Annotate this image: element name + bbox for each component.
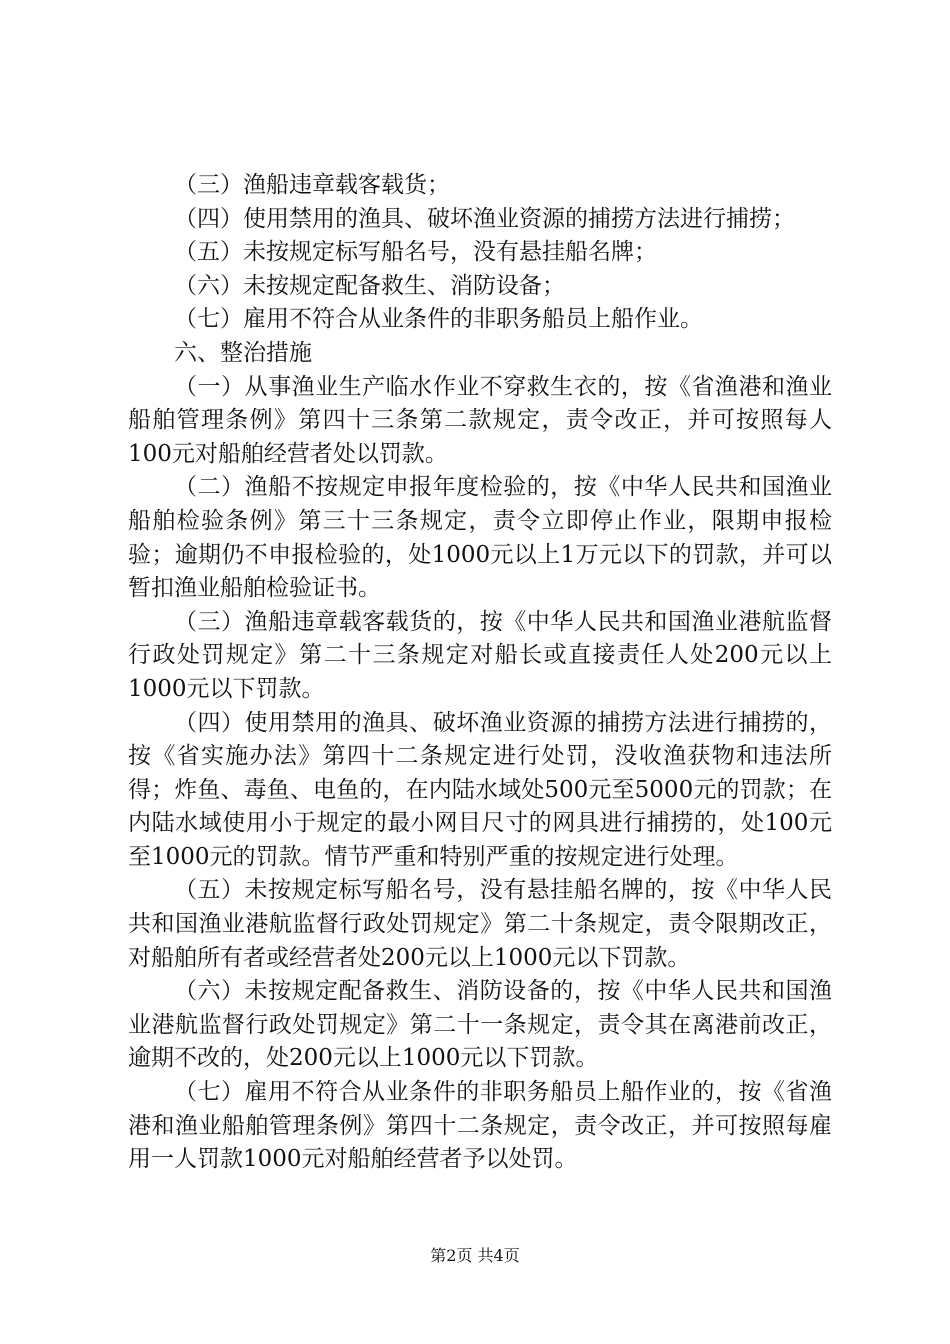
- paragraph: （五）未按规定标写船名号，没有悬挂船名牌；: [174, 239, 657, 266]
- paragraph: （二）渔船不按规定申报年度检验的，按《中华人民共和国渔业船舶检验条例》第三十三条规定，责令立即停止作业，限期申报检验；逾期仍不申报检验的，处1000元以上1万元以下的罚款，并可以暂扣渔业船舶检验证书。: [128, 474, 832, 602]
- paragraph: （四）使用禁用的渔具、破坏渔业资源的捕捞方法进行捕捞；: [174, 205, 795, 232]
- paragraph: （七）雇用不符合从业条件的非职务船员上船作业的，按《省渔港和渔业船舶管理条例》第四十二条规定，责令改正，并可按照每雇用一人罚款1000元对船舶经营者予以处罚。: [128, 1079, 832, 1173]
- paragraph: （四）使用禁用的渔具、破坏渔业资源的捕捞方法进行捕捞的，按《省实施办法》第四十二条规定进行处罚，没收渔获物和违法所得；炸鱼、毒鱼、电鱼的，在内陆水域处500元至5000元的罚款；在内陆水域使用小于规定的最小网目尺寸的网具进行捕捞的，处100元至1000元的罚款。情节严重和特别严重的按规定进行处理。: [128, 709, 832, 870]
- paragraph: （七）雇用不符合从业条件的非职务船员上船作业。: [174, 306, 703, 333]
- page-footer: 第2页 共4页: [430, 1246, 520, 1265]
- paragraph: （三）渔船违章载客载货的，按《中华人民共和国渔业港航监督行政处罚规定》第二十三条规定对船长或直接责任人处200元以上1000元以下罚款。: [128, 608, 832, 702]
- paragraph: （一）从事渔业生产临水作业不穿救生衣的，按《省渔港和渔业船舶管理条例》第四十三条第二款规定，责令改正，并可按照每人100元对船舶经营者处以罚款。: [128, 373, 832, 467]
- paragraph: （六）未按规定配备救生、消防设备的，按《中华人民共和国渔业港航监督行政处罚规定》第二十一条规定，责令其在离港前改正，逾期不改的，处200元以上1000元以下罚款。: [128, 978, 832, 1072]
- document-body: [128, 169, 832, 1177]
- section-heading: 六、整治措施: [174, 339, 312, 366]
- paragraph: （六）未按规定配备救生、消防设备；: [174, 272, 565, 299]
- paragraph: （三）渔船违章载客载货；: [174, 172, 450, 198]
- paragraph: （五）未按规定标写船名号，没有悬挂船名牌的，按《中华人民共和国渔业港航监督行政处罚规定》第二十条规定，责令限期改正，对船舶所有者或经营者处200元以上1000元以下罚款。: [128, 877, 832, 971]
